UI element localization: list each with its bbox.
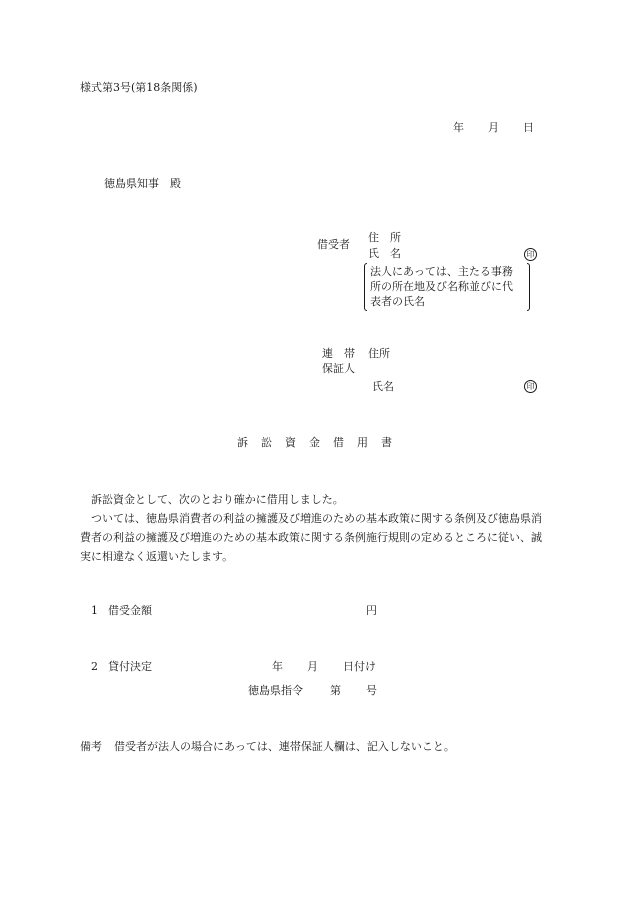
- borrower-address-label: 住 所: [368, 231, 401, 244]
- borrower-seal-icon: 印: [524, 248, 537, 261]
- guarantor-seal-icon: 印: [524, 380, 537, 393]
- date-month-label: 月: [488, 121, 499, 134]
- guarantor-name-label: 氏名: [372, 380, 394, 393]
- addressee: 徳島県知事 殿: [104, 177, 181, 190]
- title-char: 資: [285, 436, 296, 449]
- title-char: 借: [333, 436, 344, 449]
- guarantor-address-label: 住所: [368, 347, 390, 360]
- item-2-label: 貸付決定: [108, 660, 152, 673]
- item-2-office: 徳島県指令: [248, 684, 303, 697]
- guarantor-label-line-1: 連 帯: [322, 347, 355, 360]
- guarantor-label-line-2: 保証人: [322, 362, 355, 375]
- document-title: [237, 436, 392, 450]
- item-1-unit: 円: [366, 604, 377, 617]
- borrower-name-label: 氏 名: [368, 247, 401, 260]
- remarks-text: 借受者が法人の場合にあっては、連帯保証人欄は、記入しないこと。: [114, 740, 455, 753]
- item-2-year-label: 年: [272, 660, 283, 673]
- item-1-number: 1: [91, 604, 98, 617]
- body-text: [80, 490, 550, 566]
- item-2-go: 号: [366, 684, 377, 697]
- borrower-note-line-2: 所の所在地及び名称並びに代: [370, 280, 513, 293]
- borrower-note-line-1: 法人にあっては、主たる事務: [370, 265, 513, 278]
- date-year-label: 年: [453, 121, 464, 134]
- body-paragraph-2: ついては、徳島県消費者の利益の擁護及び増進のための基本政策に関する条例及び徳島県消費者の利益の擁護及び増進のための基本政策に関する条例施行規則の定めるところに従い、誠実に相違なく返還いたします。: [80, 512, 542, 563]
- title-char: 訴: [237, 436, 248, 449]
- title-char: 金: [309, 436, 320, 449]
- item-2-dai: 第: [330, 684, 341, 697]
- item-2-month-label: 月: [307, 660, 318, 673]
- title-char: 訟: [261, 436, 272, 449]
- title-char: 書: [381, 436, 392, 449]
- title-char: 用: [357, 436, 368, 449]
- remarks-label: 備考: [80, 740, 102, 753]
- item-2-date-suffix: 日付け: [343, 660, 376, 673]
- body-paragraph-1: 訴訟資金として、次のとおり確かに借用しました。: [91, 493, 344, 506]
- date-day-label: 日: [523, 121, 534, 134]
- item-1-label: 借受金額: [108, 604, 152, 617]
- borrower-label: 借受者: [317, 238, 350, 251]
- form-number: 様式第3号(第18条関係): [80, 81, 198, 94]
- item-2-number: 2: [91, 660, 98, 673]
- borrower-note-line-3: 表者の氏名: [370, 295, 425, 308]
